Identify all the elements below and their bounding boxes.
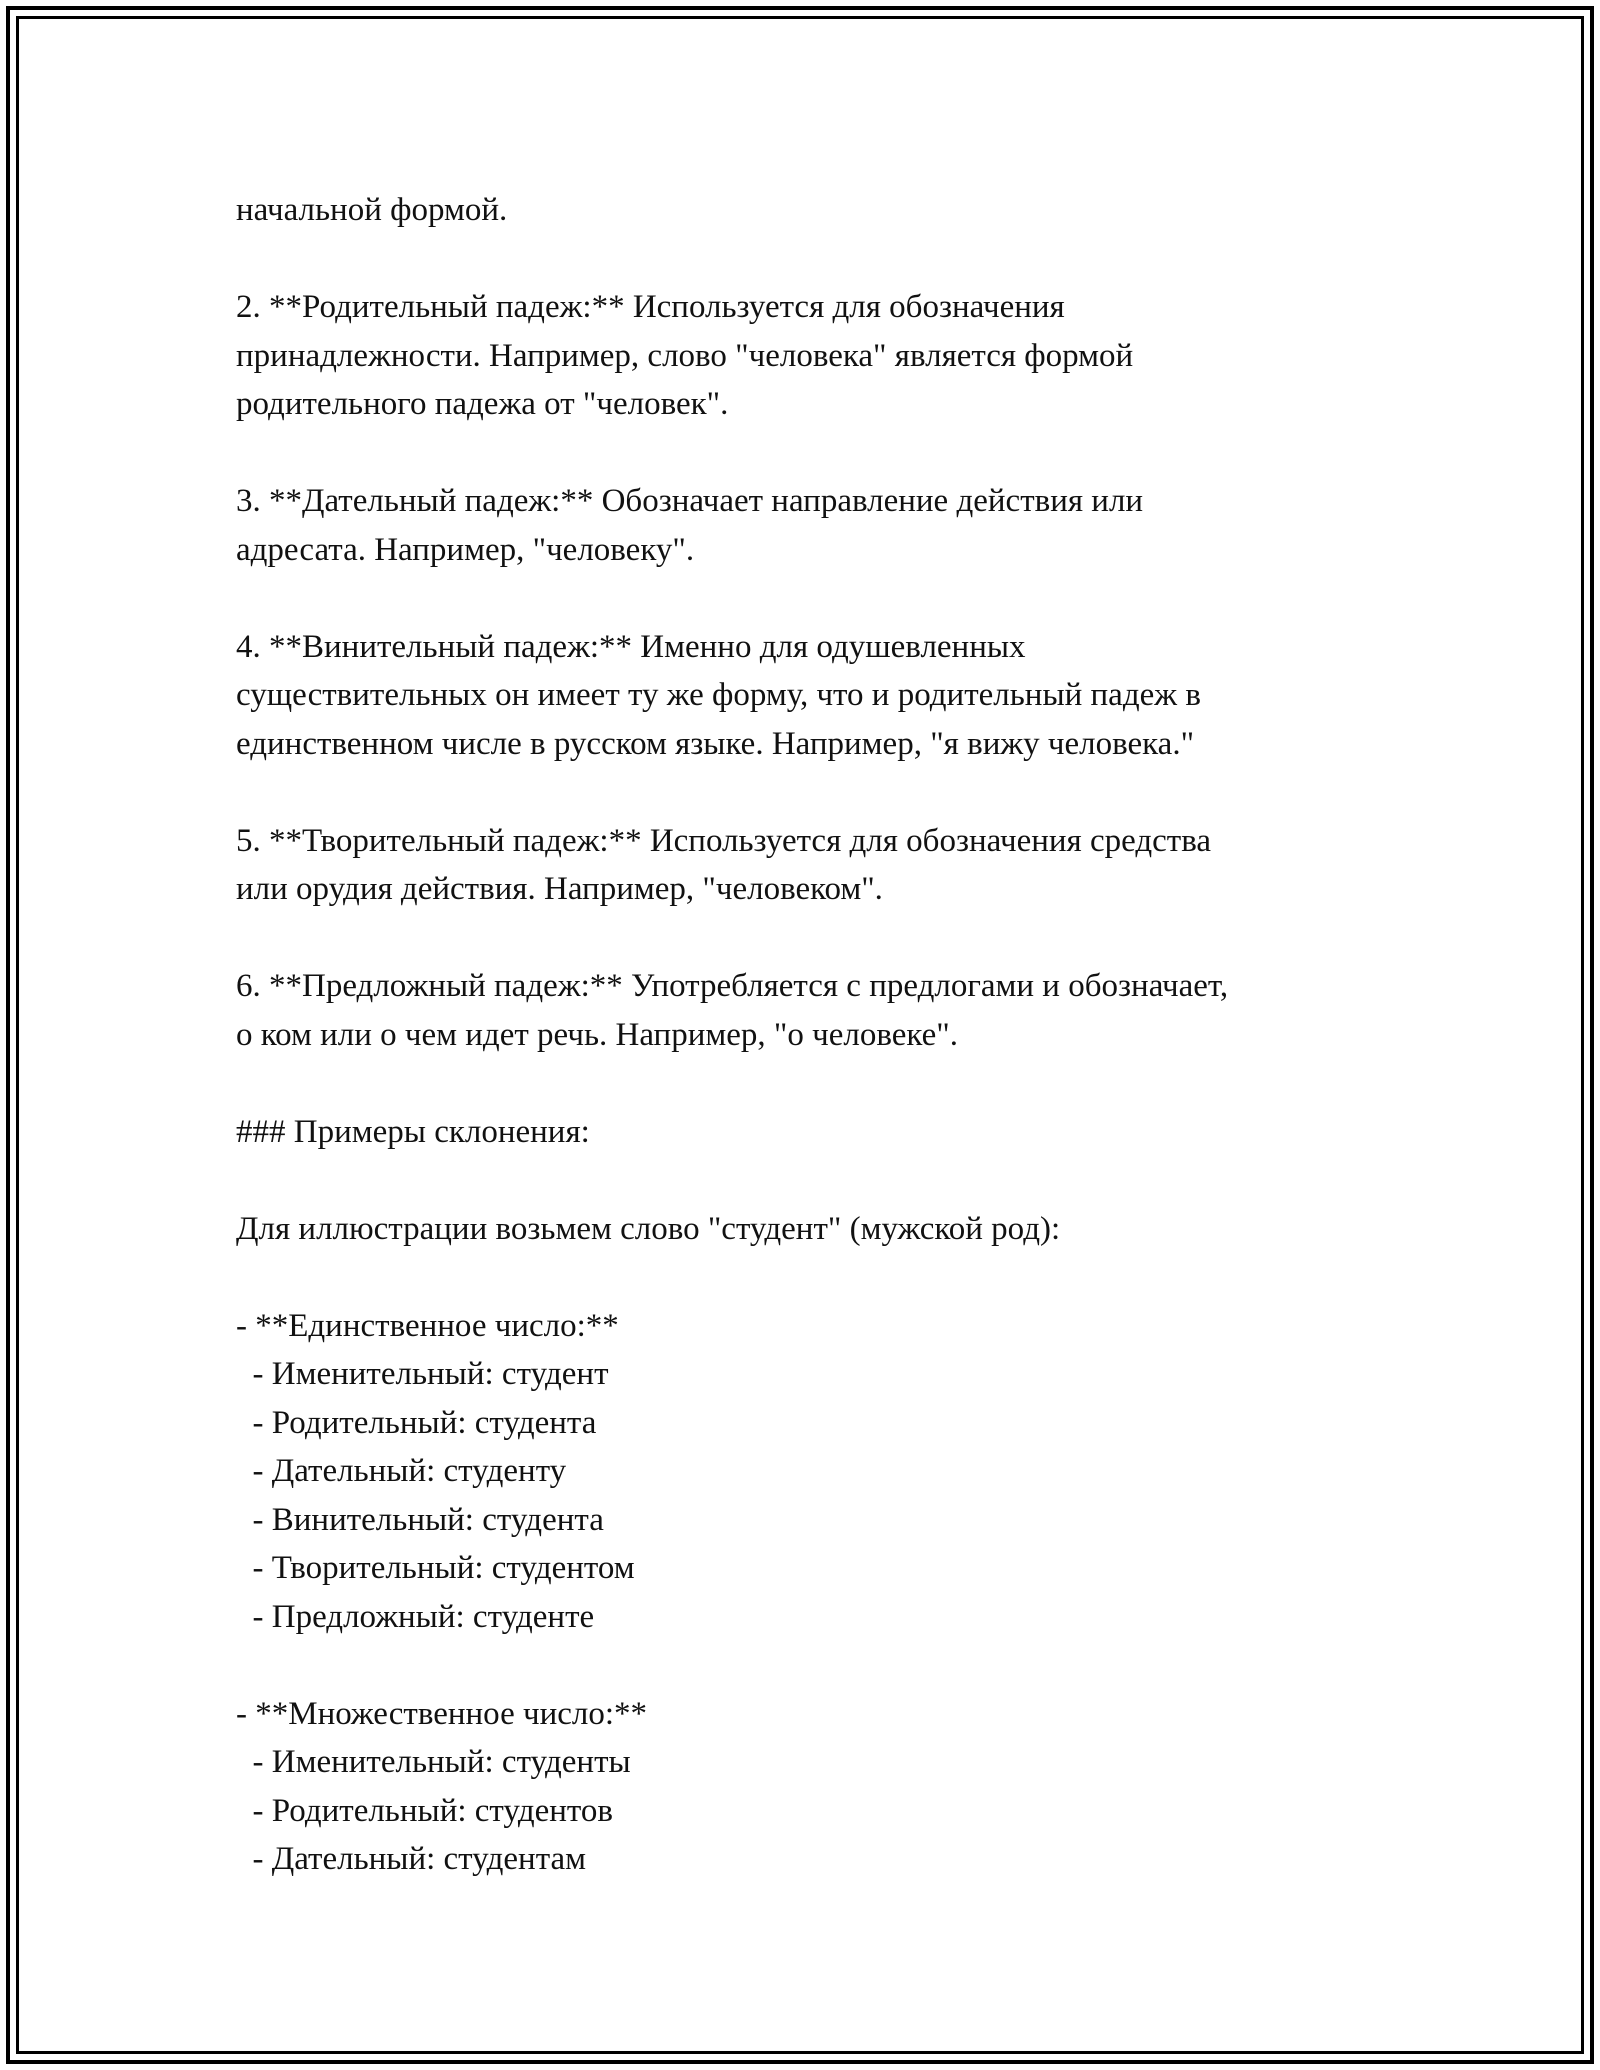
text-line: существительных он имеет ту же форму, что и родительный падеж в xyxy=(236,677,1201,713)
list-header: - **Единственное число:** xyxy=(236,1307,619,1344)
text-line: о ком или о чем идет речь. Например, "о человеке". xyxy=(236,1016,958,1053)
text-line: единственном числе в русском языке. Например, "я вижу человека." xyxy=(236,725,1195,762)
list-item: - Дательный: студенту xyxy=(236,1453,567,1489)
text-line: принадлежности. Например, слово "человека" является формой xyxy=(236,337,1134,374)
text-line: 3. **Дательный падеж:** Обозначает направление действия или xyxy=(236,483,1144,519)
list-header: - **Множественное число:** xyxy=(236,1695,648,1732)
paragraph-continuation xyxy=(236,186,1386,235)
text-line: 4. **Винительный падеж:** Именно для одушевленных xyxy=(236,628,1026,665)
paragraph-prepositional-case xyxy=(236,962,1386,1059)
list-item: - Именительный: студенты xyxy=(236,1744,631,1780)
paragraph-dative-case xyxy=(236,477,1386,574)
text-line: 5. **Творительный падеж:** Используется для обозначения средства xyxy=(236,822,1211,859)
list-plural xyxy=(236,1690,1386,1884)
text-line: родительного падежа от "человек". xyxy=(236,386,729,422)
list-item: - Дательный: студентам xyxy=(236,1841,587,1877)
text-line: 2. **Родительный падеж:** Используется для обозначения xyxy=(236,289,1065,325)
text-line: или орудия действия. Например, "человеком". xyxy=(236,871,883,907)
list-item: - Родительный: студентов xyxy=(236,1792,613,1829)
list-item: - Творительный: студентом xyxy=(236,1550,635,1586)
text-line: адресата. Например, "человеку". xyxy=(236,531,695,568)
text-line: начальной формой. xyxy=(236,192,508,228)
text-line: 6. **Предложный падеж:** Употребляется с предлогами и обозначает, xyxy=(236,968,1229,1004)
list-singular xyxy=(236,1302,1386,1642)
list-item: - Предложный: студенте xyxy=(236,1598,595,1635)
paragraph-example-intro xyxy=(236,1205,1386,1254)
paragraph-genitive-case xyxy=(236,283,1386,429)
list-item: - Винительный: студента xyxy=(236,1501,604,1538)
paragraph-accusative-case xyxy=(236,623,1386,769)
paragraph-instrumental-case xyxy=(236,817,1386,914)
list-item: - Родительный: студента xyxy=(236,1404,597,1441)
section-heading xyxy=(236,1108,1386,1157)
text-line: Для иллюстрации возьмем слово "студент" (мужской род): xyxy=(236,1210,1061,1247)
document-body xyxy=(236,186,1386,1884)
list-item: - Именительный: студент xyxy=(236,1356,609,1392)
heading-line: ### Примеры склонения: xyxy=(236,1113,590,1150)
